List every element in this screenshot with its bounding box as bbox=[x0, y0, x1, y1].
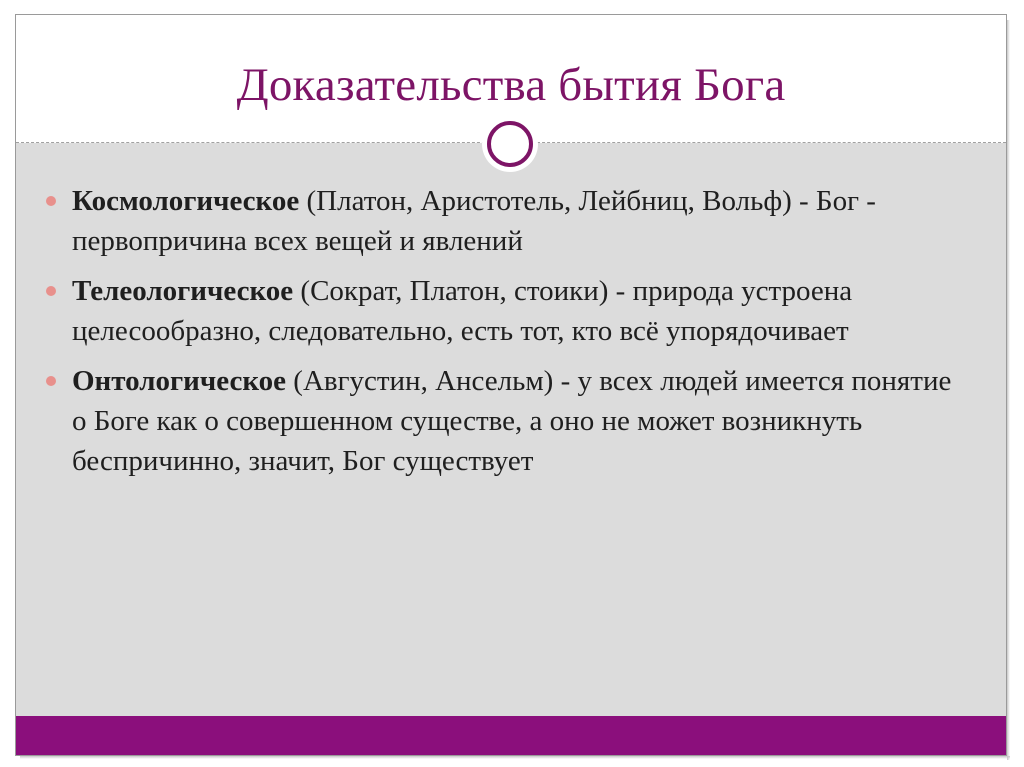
bullet-text: (Платон, Аристотель, Лейбниц, Вольф) - Бог - первопричина всех вещей и явлений bbox=[72, 185, 876, 257]
bullet-text: (Августин, Ансельм) - у всех людей имеется понятие о Боге как о совершенном существе, а оно не может возникнуть беспричинно, значит, Бог существует bbox=[72, 365, 952, 477]
bullet-dot-icon bbox=[46, 286, 56, 296]
bullet-term: Космологическое bbox=[72, 185, 300, 217]
frame-shadow-right bbox=[1007, 20, 1010, 760]
frame-shadow-bottom bbox=[20, 756, 1010, 759]
slide-title: Доказательства бытия Бога bbox=[236, 59, 786, 111]
bullet-term: Онтологическое bbox=[72, 365, 287, 397]
bullet-text: (Сократ, Платон, стоики) - природа устроена целесообразно, следовательно, есть тот, кто всё упорядочивает bbox=[72, 275, 853, 347]
bullet-item-teleological bbox=[46, 271, 956, 351]
bullet-item-cosmological bbox=[46, 181, 956, 261]
bullet-list bbox=[46, 181, 956, 491]
footer-accent-band bbox=[16, 716, 1006, 756]
bullet-dot-icon bbox=[46, 376, 56, 386]
bullet-term: Телеологическое bbox=[72, 275, 294, 307]
bullet-dot-icon bbox=[46, 196, 56, 206]
ring-ornament bbox=[482, 116, 538, 172]
slide-frame bbox=[15, 14, 1007, 756]
content-area bbox=[16, 143, 1006, 716]
ring-ornament-circle bbox=[487, 121, 533, 167]
bullet-item-ontological bbox=[46, 361, 956, 481]
